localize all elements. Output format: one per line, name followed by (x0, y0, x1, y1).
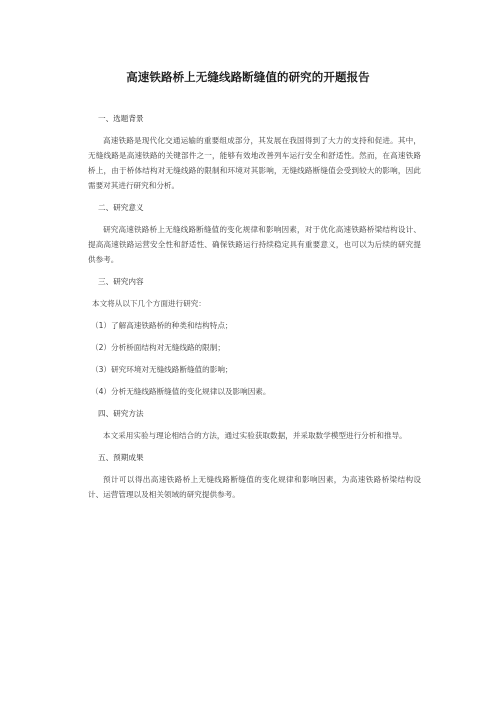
section-heading-background: 一、选题背景 (98, 114, 144, 123)
section-text-methods: 本文采用实验与理论相结合的方法，通过实验获取数据，并采取数学模型进行分析和推导。 (103, 431, 407, 440)
list-item: （1）了解高速铁路桥的种类和结构特点； (91, 321, 233, 330)
section-heading-methods: 四、研究方法 (98, 409, 144, 418)
list-item: （3）研究环境对无缝线路断缝值的影响； (91, 365, 233, 374)
document-body (88, 111, 421, 509)
section-text-significance: 研究高速铁路桥上无缝线路断缝值的变化规律和影响因素，对于优化高速铁路桥梁结构设计、提高高速铁路运营安全性和舒适性、确保铁路运行持续稳定具有重要意义，也可以为后续的研究提供参考。 (88, 225, 421, 264)
list-item: （2）分析桥面结构对无缝线路的限制； (91, 343, 225, 352)
section-text-outcomes: 预计可以得出高速铁路桥上无缝线路断缝值的变化规律和影响因素，为高速铁路桥梁结构设计、运营管理以及相关领域的研究提供参考。 (88, 475, 421, 499)
section-intro-content: 本文将从以下几个方面进行研究： (92, 299, 206, 308)
document-title: 高速铁路桥上无缝线路断缝值的研究的开题报告 (126, 70, 370, 84)
section-text-background: 高速铁路是现代化交通运输的重要组成部分，其发展在我国得到了大力的支持和促进。其中，无缝线路是高速铁路的关键部件之一，能够有效地改善列车运行安全和舒适性。然而，在高速铁路桥上，由于桥体结构对无缝线路的限制和环境对其影响，无缝线路断缝值会受到较大的影响，因此需要对其进行研究和分析。 (88, 136, 421, 190)
section-heading-outcomes: 五、预期成果 (98, 453, 144, 462)
section-heading-significance: 二、研究意义 (98, 203, 144, 212)
section-heading-content: 三、研究内容 (98, 277, 144, 286)
list-item: （4）分析无缝线路断缝值的变化规律以及影响因素。 (91, 387, 271, 396)
